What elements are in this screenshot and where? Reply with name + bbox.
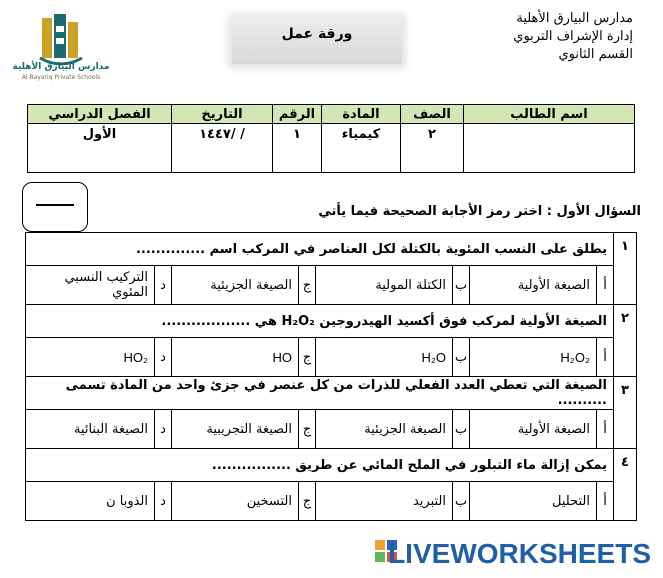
worksheet-title: ورقة عمل [281, 26, 353, 42]
value-subject: كيمياء [322, 124, 401, 173]
info-value-row [28, 124, 635, 173]
option-c[interactable]: التسخين [172, 482, 299, 521]
option-c[interactable]: HO [172, 338, 299, 377]
option-b[interactable]: التبريد [316, 482, 453, 521]
question-row [26, 449, 637, 482]
score-line [36, 204, 74, 206]
header-student-name: اسم الطالب [464, 105, 635, 124]
option-d[interactable]: التركيب النسبي المئوي [26, 266, 155, 305]
question-number: ٣ [614, 377, 637, 449]
option-letter: ج [299, 338, 316, 377]
score-box [22, 182, 88, 232]
option-d[interactable]: الصيغة البنائية [26, 410, 155, 449]
department-name: إدارة الإشراف التربوي [513, 29, 633, 44]
option-c[interactable]: الصيغة الجزيئية [172, 266, 299, 305]
question-number: ١ [614, 233, 637, 305]
option-letter: د [155, 410, 172, 449]
student-info-table [27, 104, 635, 173]
option-letter: ب [453, 266, 470, 305]
option-b[interactable]: الكتلة المولية [316, 266, 453, 305]
header-date: التاريخ [172, 105, 273, 124]
option-letter: ب [453, 338, 470, 377]
option-letter: د [155, 338, 172, 377]
option-letter: ج [299, 410, 316, 449]
info-header-row [28, 105, 635, 124]
option-d[interactable]: HO₂ [26, 338, 155, 377]
option-letter: ج [299, 482, 316, 521]
header-semester: الفصل الدراسي [28, 105, 172, 124]
question-text: يطلق على النسب المئوية بالكتلة لكل العناصر في المركب اسم .............. [26, 233, 614, 266]
logo-text-arabic: مدارس البيارق الأهلية [12, 62, 110, 72]
question-text: الصيغة الأولية لمركب فوق أكسيد الهيدروجين H₂O₂ هي .................. [26, 305, 614, 338]
option-letter: أ [597, 266, 614, 305]
option-a[interactable]: الصيغة الأولية [470, 410, 597, 449]
header-number: الرقم [273, 105, 322, 124]
questions-table [25, 232, 637, 521]
option-letter: ب [453, 482, 470, 521]
option-letter: أ [597, 410, 614, 449]
option-b[interactable]: الصيغة الجزيئية [316, 410, 453, 449]
option-c[interactable]: الصيغة التجريبية [172, 410, 299, 449]
option-b[interactable]: H₂O [316, 338, 453, 377]
section-name: القسم الثانوي [558, 47, 633, 62]
options-row [26, 338, 637, 377]
logo-text-english: Al-Bayariq Private Schools [21, 74, 101, 81]
option-letter: د [155, 266, 172, 305]
question-row [26, 233, 637, 266]
value-number: ١ [273, 124, 322, 173]
value-date: / /١٤٤٧ [172, 124, 273, 173]
header-grade: الصف [401, 105, 464, 124]
header-subject: المادة [322, 105, 401, 124]
value-semester: الأول [28, 124, 172, 173]
options-row [26, 482, 637, 521]
value-student-name[interactable] [464, 124, 635, 173]
question-text: يمكن إزالة ماء التبلور في الملح المائي عن طريق ................ [26, 449, 614, 482]
question-text: الصيغة التي تعطي العدد الفعلي للذرات من كل عنصر في جزئ واحد من المادة تسمى .......... [26, 377, 614, 410]
option-a[interactable]: H₂O₂ [470, 338, 597, 377]
options-row [26, 410, 637, 449]
option-a[interactable]: التحليل [470, 482, 597, 521]
options-row [26, 266, 637, 305]
school-name: مدارس البيارق الأهلية [516, 11, 633, 26]
option-letter: أ [597, 338, 614, 377]
school-logo [6, 8, 116, 96]
option-d[interactable]: الذوبا ن [26, 482, 155, 521]
option-a[interactable]: الصيغة الأولية [470, 266, 597, 305]
question-number: ٢ [614, 305, 637, 377]
liveworksheets-watermark: LIVEWORKSHEETS [388, 538, 651, 569]
option-letter: أ [597, 482, 614, 521]
option-letter: ج [299, 266, 316, 305]
value-grade: ٢ [401, 124, 464, 173]
option-letter: ب [453, 410, 470, 449]
question-section-title: السؤال الأول : اختر رمز الأجابة الصحيحة فيما يأتي [318, 204, 641, 219]
school-header [403, 10, 633, 64]
question-row [26, 305, 637, 338]
option-letter: د [155, 482, 172, 521]
question-number: ٤ [614, 449, 637, 521]
question-row [26, 377, 637, 410]
